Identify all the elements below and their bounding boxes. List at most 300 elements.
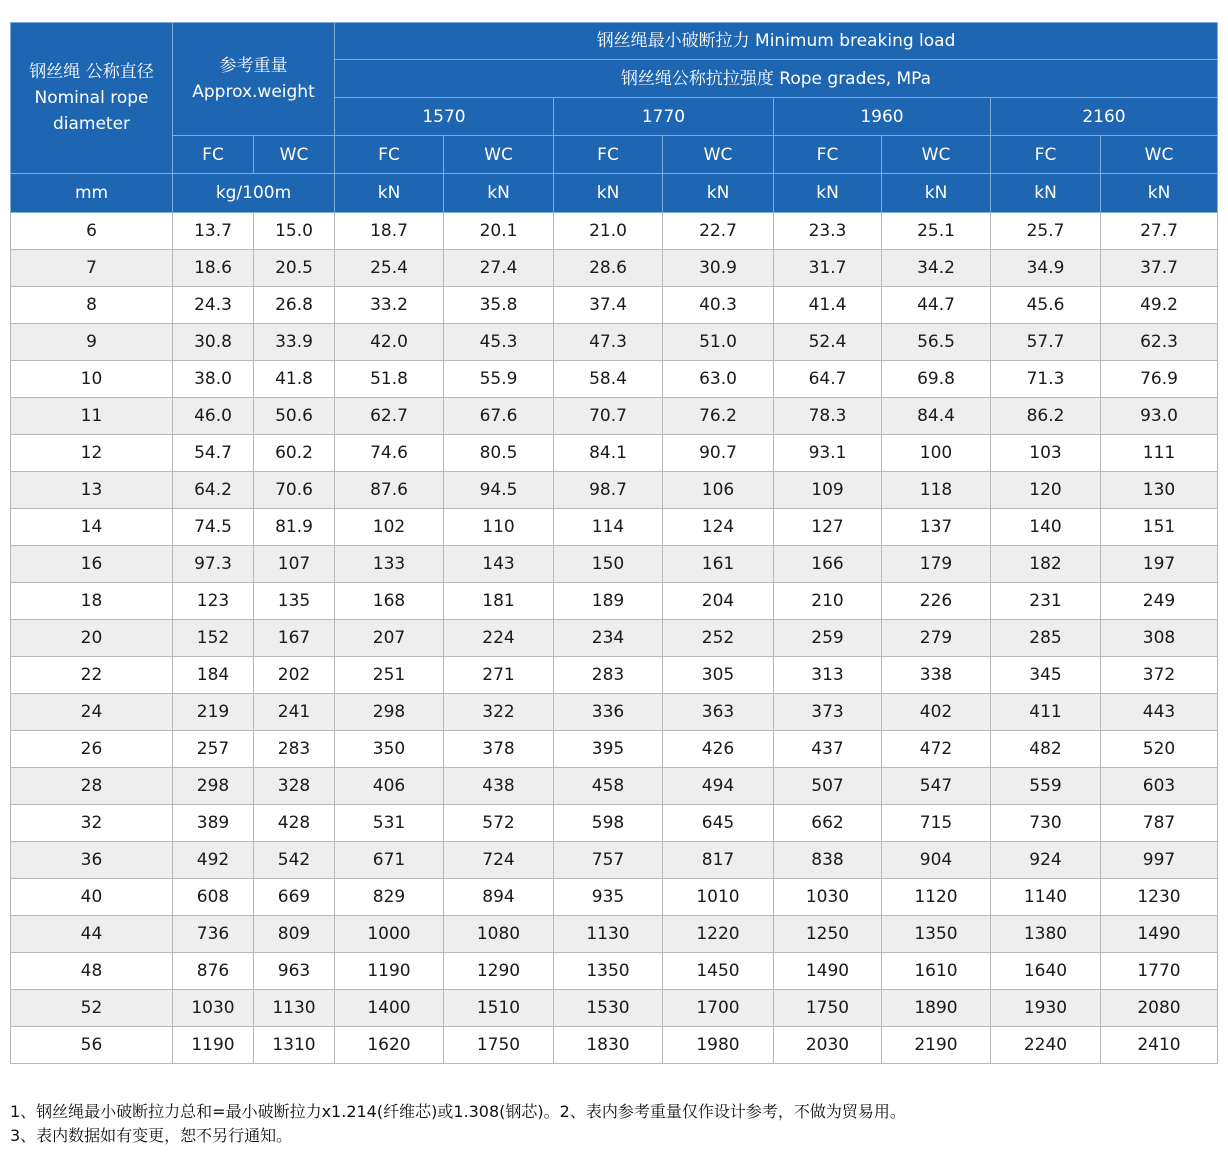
diameter-header xyxy=(11,23,173,174)
cell-mbl-1960-wc: 69.8 xyxy=(882,361,991,398)
grade-1960-header: 1960 xyxy=(774,98,991,136)
cell-mbl-2160-wc: 27.7 xyxy=(1101,213,1218,250)
weight-wc-header: WC xyxy=(254,136,335,174)
cell-mbl-1570-wc: 224 xyxy=(444,620,554,657)
cell-mbl-1960-fc: 313 xyxy=(774,657,882,694)
cell-mbl-1570-wc: 45.3 xyxy=(444,324,554,361)
cell-mbl-1570-wc: 143 xyxy=(444,546,554,583)
table-row xyxy=(11,435,1218,472)
cell-mbl-2160-wc: 308 xyxy=(1101,620,1218,657)
cell-weight-fc: 64.2 xyxy=(173,472,254,509)
cell-mbl-2160-fc: 140 xyxy=(991,509,1101,546)
cell-mbl-1960-fc: 373 xyxy=(774,694,882,731)
weight-header-en: Approx.weight xyxy=(192,82,315,102)
cell-weight-wc: 50.6 xyxy=(254,398,335,435)
unit-kn: kN xyxy=(774,174,882,213)
diameter-header-en-1: Nominal rope xyxy=(34,88,149,108)
cell-mbl-1960-wc: 118 xyxy=(882,472,991,509)
cell-weight-fc: 876 xyxy=(173,953,254,990)
cell-weight-fc: 219 xyxy=(173,694,254,731)
cell-mbl-2160-fc: 2240 xyxy=(991,1027,1101,1064)
cell-diameter: 48 xyxy=(11,953,173,990)
cell-mbl-1770-fc: 58.4 xyxy=(554,361,663,398)
cell-mbl-1960-fc: 31.7 xyxy=(774,250,882,287)
table-row xyxy=(11,250,1218,287)
table-row xyxy=(11,398,1218,435)
cell-mbl-1770-wc: 106 xyxy=(663,472,774,509)
table-row xyxy=(11,361,1218,398)
cell-mbl-2160-fc: 34.9 xyxy=(991,250,1101,287)
cell-weight-fc: 736 xyxy=(173,916,254,953)
cell-weight-fc: 1030 xyxy=(173,990,254,1027)
cell-mbl-2160-fc: 1140 xyxy=(991,879,1101,916)
cell-mbl-1960-wc: 226 xyxy=(882,583,991,620)
cell-weight-fc: 38.0 xyxy=(173,361,254,398)
cell-mbl-2160-fc: 285 xyxy=(991,620,1101,657)
cell-mbl-1960-wc: 100 xyxy=(882,435,991,472)
table-row xyxy=(11,324,1218,361)
cell-mbl-1770-wc: 1220 xyxy=(663,916,774,953)
cell-diameter: 9 xyxy=(11,324,173,361)
cell-mbl-1770-fc: 336 xyxy=(554,694,663,731)
cell-mbl-1570-fc: 25.4 xyxy=(335,250,444,287)
grade-1770-wc-header: WC xyxy=(663,136,774,174)
cell-mbl-1770-fc: 1130 xyxy=(554,916,663,953)
cell-weight-wc: 41.8 xyxy=(254,361,335,398)
cell-weight-fc: 13.7 xyxy=(173,213,254,250)
cell-mbl-1960-fc: 64.7 xyxy=(774,361,882,398)
cell-mbl-1770-fc: 458 xyxy=(554,768,663,805)
cell-weight-fc: 298 xyxy=(173,768,254,805)
cell-diameter: 8 xyxy=(11,287,173,324)
cell-mbl-1570-wc: 67.6 xyxy=(444,398,554,435)
table-row xyxy=(11,583,1218,620)
cell-diameter: 40 xyxy=(11,879,173,916)
cell-mbl-2160-wc: 603 xyxy=(1101,768,1218,805)
cell-mbl-2160-fc: 1640 xyxy=(991,953,1101,990)
table-row xyxy=(11,768,1218,805)
weight-header xyxy=(173,23,335,136)
grade-1960-fc-header: FC xyxy=(774,136,882,174)
cell-diameter: 7 xyxy=(11,250,173,287)
footnote-line-1: 1、钢丝绳最小破断拉力总和=最小破断拉力x1.214(纤维芯)或1.308(钢芯)。2、表内参考重量仅作设计参考，不做为贸易用。 xyxy=(10,1102,906,1121)
cell-mbl-1570-fc: 74.6 xyxy=(335,435,444,472)
cell-mbl-1770-fc: 1350 xyxy=(554,953,663,990)
table-row xyxy=(11,657,1218,694)
cell-diameter: 36 xyxy=(11,842,173,879)
cell-mbl-1570-fc: 350 xyxy=(335,731,444,768)
cell-mbl-1570-fc: 1000 xyxy=(335,916,444,953)
cell-weight-wc: 20.5 xyxy=(254,250,335,287)
cell-mbl-1770-wc: 494 xyxy=(663,768,774,805)
cell-mbl-1570-fc: 298 xyxy=(335,694,444,731)
cell-mbl-1770-wc: 63.0 xyxy=(663,361,774,398)
unit-kn: kN xyxy=(335,174,444,213)
cell-mbl-1960-fc: 259 xyxy=(774,620,882,657)
cell-weight-wc: 15.0 xyxy=(254,213,335,250)
cell-mbl-2160-wc: 2410 xyxy=(1101,1027,1218,1064)
cell-mbl-1770-fc: 1830 xyxy=(554,1027,663,1064)
mbl-header: 钢丝绳最小破断拉力 Minimum breaking load xyxy=(335,23,1218,60)
cell-mbl-1960-wc: 44.7 xyxy=(882,287,991,324)
cell-mbl-2160-fc: 103 xyxy=(991,435,1101,472)
table-row xyxy=(11,287,1218,324)
cell-diameter: 13 xyxy=(11,472,173,509)
cell-mbl-1570-wc: 1080 xyxy=(444,916,554,953)
cell-mbl-1570-fc: 1190 xyxy=(335,953,444,990)
cell-mbl-1770-fc: 114 xyxy=(554,509,663,546)
cell-mbl-1960-wc: 137 xyxy=(882,509,991,546)
cell-mbl-1570-wc: 572 xyxy=(444,805,554,842)
cell-mbl-1960-fc: 1250 xyxy=(774,916,882,953)
cell-mbl-1770-fc: 37.4 xyxy=(554,287,663,324)
cell-mbl-1570-wc: 724 xyxy=(444,842,554,879)
grade-2160-fc-header: FC xyxy=(991,136,1101,174)
cell-weight-wc: 241 xyxy=(254,694,335,731)
table-row xyxy=(11,916,1218,953)
cell-mbl-1960-wc: 1610 xyxy=(882,953,991,990)
cell-mbl-1770-fc: 395 xyxy=(554,731,663,768)
cell-mbl-1570-fc: 671 xyxy=(335,842,444,879)
cell-diameter: 20 xyxy=(11,620,173,657)
rope-grades-header: 钢丝绳公称抗拉强度 Rope grades, MPa xyxy=(335,60,1218,98)
cell-diameter: 11 xyxy=(11,398,173,435)
cell-diameter: 16 xyxy=(11,546,173,583)
cell-mbl-1570-wc: 80.5 xyxy=(444,435,554,472)
cell-mbl-1960-fc: 93.1 xyxy=(774,435,882,472)
cell-mbl-2160-fc: 559 xyxy=(991,768,1101,805)
cell-mbl-1570-wc: 438 xyxy=(444,768,554,805)
cell-mbl-1960-fc: 210 xyxy=(774,583,882,620)
cell-diameter: 56 xyxy=(11,1027,173,1064)
cell-mbl-1570-fc: 168 xyxy=(335,583,444,620)
cell-mbl-1960-wc: 279 xyxy=(882,620,991,657)
cell-weight-wc: 669 xyxy=(254,879,335,916)
table-row xyxy=(11,842,1218,879)
cell-diameter: 52 xyxy=(11,990,173,1027)
cell-mbl-1770-wc: 1700 xyxy=(663,990,774,1027)
cell-weight-wc: 1310 xyxy=(254,1027,335,1064)
rope-spec-table xyxy=(10,22,1218,1064)
table-row xyxy=(11,879,1218,916)
cell-mbl-1770-wc: 645 xyxy=(663,805,774,842)
cell-mbl-1960-fc: 1030 xyxy=(774,879,882,916)
cell-mbl-1770-fc: 598 xyxy=(554,805,663,842)
cell-mbl-2160-wc: 997 xyxy=(1101,842,1218,879)
cell-weight-wc: 202 xyxy=(254,657,335,694)
cell-mbl-1770-wc: 426 xyxy=(663,731,774,768)
cell-mbl-1570-fc: 207 xyxy=(335,620,444,657)
cell-weight-wc: 33.9 xyxy=(254,324,335,361)
cell-weight-fc: 389 xyxy=(173,805,254,842)
cell-mbl-1960-wc: 338 xyxy=(882,657,991,694)
cell-mbl-1570-fc: 51.8 xyxy=(335,361,444,398)
cell-mbl-1960-fc: 41.4 xyxy=(774,287,882,324)
cell-weight-fc: 184 xyxy=(173,657,254,694)
cell-mbl-1960-wc: 56.5 xyxy=(882,324,991,361)
table-row xyxy=(11,694,1218,731)
cell-mbl-1960-fc: 127 xyxy=(774,509,882,546)
cell-mbl-1770-fc: 47.3 xyxy=(554,324,663,361)
cell-diameter: 22 xyxy=(11,657,173,694)
cell-mbl-2160-fc: 57.7 xyxy=(991,324,1101,361)
cell-mbl-1570-wc: 55.9 xyxy=(444,361,554,398)
cell-mbl-1570-wc: 110 xyxy=(444,509,554,546)
cell-weight-wc: 81.9 xyxy=(254,509,335,546)
footnote-line-2: 3、表内数据如有变更，恕不另行通知。 xyxy=(10,1126,293,1145)
cell-mbl-1570-fc: 18.7 xyxy=(335,213,444,250)
cell-mbl-2160-fc: 45.6 xyxy=(991,287,1101,324)
cell-mbl-1770-wc: 30.9 xyxy=(663,250,774,287)
table-row xyxy=(11,953,1218,990)
diameter-header-cn: 钢丝绳 公称直径 xyxy=(29,62,154,82)
grade-1770-fc-header: FC xyxy=(554,136,663,174)
cell-mbl-1770-fc: 28.6 xyxy=(554,250,663,287)
cell-weight-wc: 26.8 xyxy=(254,287,335,324)
cell-mbl-1770-fc: 150 xyxy=(554,546,663,583)
unit-kn: kN xyxy=(444,174,554,213)
cell-mbl-1570-fc: 87.6 xyxy=(335,472,444,509)
cell-mbl-1770-fc: 98.7 xyxy=(554,472,663,509)
cell-mbl-2160-fc: 86.2 xyxy=(991,398,1101,435)
cell-mbl-1570-fc: 406 xyxy=(335,768,444,805)
grade-1770-header: 1770 xyxy=(554,98,774,136)
cell-mbl-1960-fc: 662 xyxy=(774,805,882,842)
cell-mbl-2160-wc: 1490 xyxy=(1101,916,1218,953)
cell-mbl-1570-wc: 378 xyxy=(444,731,554,768)
table-row xyxy=(11,990,1218,1027)
cell-mbl-1960-fc: 1750 xyxy=(774,990,882,1027)
cell-mbl-2160-fc: 730 xyxy=(991,805,1101,842)
cell-weight-fc: 18.6 xyxy=(173,250,254,287)
cell-mbl-1570-fc: 42.0 xyxy=(335,324,444,361)
cell-mbl-1960-fc: 437 xyxy=(774,731,882,768)
cell-weight-fc: 608 xyxy=(173,879,254,916)
table-row xyxy=(11,213,1218,250)
cell-weight-fc: 54.7 xyxy=(173,435,254,472)
cell-weight-fc: 123 xyxy=(173,583,254,620)
cell-mbl-1960-wc: 1120 xyxy=(882,879,991,916)
cell-mbl-1770-wc: 252 xyxy=(663,620,774,657)
cell-mbl-1770-fc: 935 xyxy=(554,879,663,916)
cell-mbl-1960-fc: 507 xyxy=(774,768,882,805)
cell-mbl-1570-wc: 27.4 xyxy=(444,250,554,287)
diameter-header-en-2: diameter xyxy=(52,114,131,134)
cell-mbl-2160-wc: 249 xyxy=(1101,583,1218,620)
cell-mbl-1960-wc: 2190 xyxy=(882,1027,991,1064)
cell-mbl-2160-wc: 151 xyxy=(1101,509,1218,546)
table-header xyxy=(11,23,1218,213)
cell-mbl-2160-fc: 182 xyxy=(991,546,1101,583)
cell-mbl-2160-wc: 93.0 xyxy=(1101,398,1218,435)
cell-mbl-1960-fc: 109 xyxy=(774,472,882,509)
table-body xyxy=(11,213,1218,1064)
cell-mbl-1960-fc: 166 xyxy=(774,546,882,583)
cell-mbl-1960-wc: 84.4 xyxy=(882,398,991,435)
cell-mbl-1570-wc: 94.5 xyxy=(444,472,554,509)
cell-diameter: 28 xyxy=(11,768,173,805)
cell-weight-wc: 60.2 xyxy=(254,435,335,472)
cell-diameter: 18 xyxy=(11,583,173,620)
cell-mbl-2160-fc: 411 xyxy=(991,694,1101,731)
footnotes xyxy=(10,1100,1210,1148)
cell-weight-fc: 74.5 xyxy=(173,509,254,546)
cell-weight-wc: 107 xyxy=(254,546,335,583)
cell-weight-fc: 24.3 xyxy=(173,287,254,324)
unit-mm: mm xyxy=(11,174,173,213)
cell-mbl-2160-wc: 76.9 xyxy=(1101,361,1218,398)
cell-mbl-1770-wc: 40.3 xyxy=(663,287,774,324)
cell-mbl-1960-wc: 904 xyxy=(882,842,991,879)
cell-mbl-1960-wc: 1350 xyxy=(882,916,991,953)
cell-mbl-1570-wc: 894 xyxy=(444,879,554,916)
cell-mbl-1570-fc: 62.7 xyxy=(335,398,444,435)
cell-mbl-1770-fc: 234 xyxy=(554,620,663,657)
grade-1960-wc-header: WC xyxy=(882,136,991,174)
cell-weight-fc: 152 xyxy=(173,620,254,657)
cell-diameter: 14 xyxy=(11,509,173,546)
cell-mbl-2160-fc: 482 xyxy=(991,731,1101,768)
cell-weight-wc: 428 xyxy=(254,805,335,842)
cell-mbl-2160-wc: 62.3 xyxy=(1101,324,1218,361)
cell-mbl-2160-wc: 111 xyxy=(1101,435,1218,472)
cell-mbl-2160-wc: 2080 xyxy=(1101,990,1218,1027)
cell-mbl-1570-fc: 531 xyxy=(335,805,444,842)
cell-mbl-2160-fc: 120 xyxy=(991,472,1101,509)
cell-weight-fc: 97.3 xyxy=(173,546,254,583)
cell-mbl-2160-wc: 1770 xyxy=(1101,953,1218,990)
cell-weight-fc: 257 xyxy=(173,731,254,768)
table-row xyxy=(11,731,1218,768)
grade-1570-header: 1570 xyxy=(335,98,554,136)
cell-weight-wc: 70.6 xyxy=(254,472,335,509)
cell-diameter: 24 xyxy=(11,694,173,731)
cell-mbl-1960-fc: 52.4 xyxy=(774,324,882,361)
cell-mbl-1770-fc: 1530 xyxy=(554,990,663,1027)
cell-mbl-1770-wc: 22.7 xyxy=(663,213,774,250)
table-row xyxy=(11,546,1218,583)
cell-mbl-2160-wc: 520 xyxy=(1101,731,1218,768)
unit-kn: kN xyxy=(991,174,1101,213)
weight-header-cn: 参考重量 xyxy=(219,56,288,76)
weight-fc-header: FC xyxy=(173,136,254,174)
cell-mbl-1770-wc: 1010 xyxy=(663,879,774,916)
cell-mbl-1770-wc: 51.0 xyxy=(663,324,774,361)
cell-mbl-2160-fc: 924 xyxy=(991,842,1101,879)
cell-mbl-1570-fc: 33.2 xyxy=(335,287,444,324)
cell-mbl-1770-fc: 21.0 xyxy=(554,213,663,250)
cell-diameter: 6 xyxy=(11,213,173,250)
cell-diameter: 44 xyxy=(11,916,173,953)
cell-mbl-1770-wc: 305 xyxy=(663,657,774,694)
cell-mbl-2160-wc: 372 xyxy=(1101,657,1218,694)
cell-mbl-1570-fc: 102 xyxy=(335,509,444,546)
cell-mbl-1770-wc: 1450 xyxy=(663,953,774,990)
cell-mbl-1770-wc: 204 xyxy=(663,583,774,620)
cell-mbl-1960-fc: 1490 xyxy=(774,953,882,990)
cell-mbl-1570-wc: 1750 xyxy=(444,1027,554,1064)
cell-mbl-2160-wc: 49.2 xyxy=(1101,287,1218,324)
cell-diameter: 26 xyxy=(11,731,173,768)
grade-2160-wc-header: WC xyxy=(1101,136,1218,174)
cell-mbl-1570-fc: 829 xyxy=(335,879,444,916)
cell-mbl-2160-wc: 1230 xyxy=(1101,879,1218,916)
cell-mbl-1770-fc: 757 xyxy=(554,842,663,879)
unit-kn: kN xyxy=(882,174,991,213)
cell-mbl-1570-wc: 1290 xyxy=(444,953,554,990)
cell-mbl-2160-fc: 1930 xyxy=(991,990,1101,1027)
cell-mbl-1960-wc: 472 xyxy=(882,731,991,768)
table-row xyxy=(11,805,1218,842)
cell-mbl-2160-fc: 345 xyxy=(991,657,1101,694)
cell-weight-fc: 1190 xyxy=(173,1027,254,1064)
unit-weight: kg/100m xyxy=(173,174,335,213)
cell-mbl-1960-fc: 2030 xyxy=(774,1027,882,1064)
cell-mbl-1960-wc: 25.1 xyxy=(882,213,991,250)
rope-spec-sheet xyxy=(10,22,1217,1064)
unit-kn: kN xyxy=(554,174,663,213)
cell-mbl-1570-wc: 271 xyxy=(444,657,554,694)
cell-mbl-1770-wc: 161 xyxy=(663,546,774,583)
cell-mbl-1570-fc: 133 xyxy=(335,546,444,583)
cell-weight-wc: 135 xyxy=(254,583,335,620)
table-row xyxy=(11,472,1218,509)
cell-mbl-1770-fc: 189 xyxy=(554,583,663,620)
cell-weight-wc: 283 xyxy=(254,731,335,768)
cell-weight-fc: 30.8 xyxy=(173,324,254,361)
cell-mbl-1770-wc: 363 xyxy=(663,694,774,731)
cell-mbl-1960-wc: 402 xyxy=(882,694,991,731)
cell-mbl-1770-wc: 124 xyxy=(663,509,774,546)
cell-mbl-1770-wc: 90.7 xyxy=(663,435,774,472)
cell-mbl-1570-wc: 20.1 xyxy=(444,213,554,250)
cell-mbl-2160-fc: 71.3 xyxy=(991,361,1101,398)
grade-1570-wc-header: WC xyxy=(444,136,554,174)
cell-mbl-1960-wc: 1890 xyxy=(882,990,991,1027)
cell-mbl-1570-fc: 251 xyxy=(335,657,444,694)
cell-mbl-1770-wc: 76.2 xyxy=(663,398,774,435)
cell-mbl-1960-wc: 34.2 xyxy=(882,250,991,287)
cell-mbl-1770-wc: 817 xyxy=(663,842,774,879)
cell-mbl-1570-wc: 35.8 xyxy=(444,287,554,324)
cell-weight-wc: 542 xyxy=(254,842,335,879)
cell-weight-fc: 46.0 xyxy=(173,398,254,435)
cell-mbl-2160-wc: 37.7 xyxy=(1101,250,1218,287)
cell-mbl-2160-fc: 1380 xyxy=(991,916,1101,953)
cell-mbl-2160-wc: 197 xyxy=(1101,546,1218,583)
cell-weight-wc: 1130 xyxy=(254,990,335,1027)
unit-kn: kN xyxy=(1101,174,1218,213)
cell-mbl-1570-fc: 1400 xyxy=(335,990,444,1027)
cell-weight-wc: 963 xyxy=(254,953,335,990)
cell-weight-wc: 328 xyxy=(254,768,335,805)
cell-mbl-2160-wc: 787 xyxy=(1101,805,1218,842)
grade-2160-header: 2160 xyxy=(991,98,1218,136)
unit-kn: kN xyxy=(663,174,774,213)
cell-diameter: 32 xyxy=(11,805,173,842)
cell-mbl-2160-wc: 443 xyxy=(1101,694,1218,731)
cell-weight-wc: 809 xyxy=(254,916,335,953)
cell-mbl-1960-fc: 23.3 xyxy=(774,213,882,250)
cell-mbl-1960-wc: 715 xyxy=(882,805,991,842)
cell-mbl-1770-fc: 283 xyxy=(554,657,663,694)
cell-mbl-1770-wc: 1980 xyxy=(663,1027,774,1064)
table-row xyxy=(11,509,1218,546)
table-row xyxy=(11,620,1218,657)
cell-mbl-1570-wc: 1510 xyxy=(444,990,554,1027)
grade-1570-fc-header: FC xyxy=(335,136,444,174)
cell-diameter: 10 xyxy=(11,361,173,398)
